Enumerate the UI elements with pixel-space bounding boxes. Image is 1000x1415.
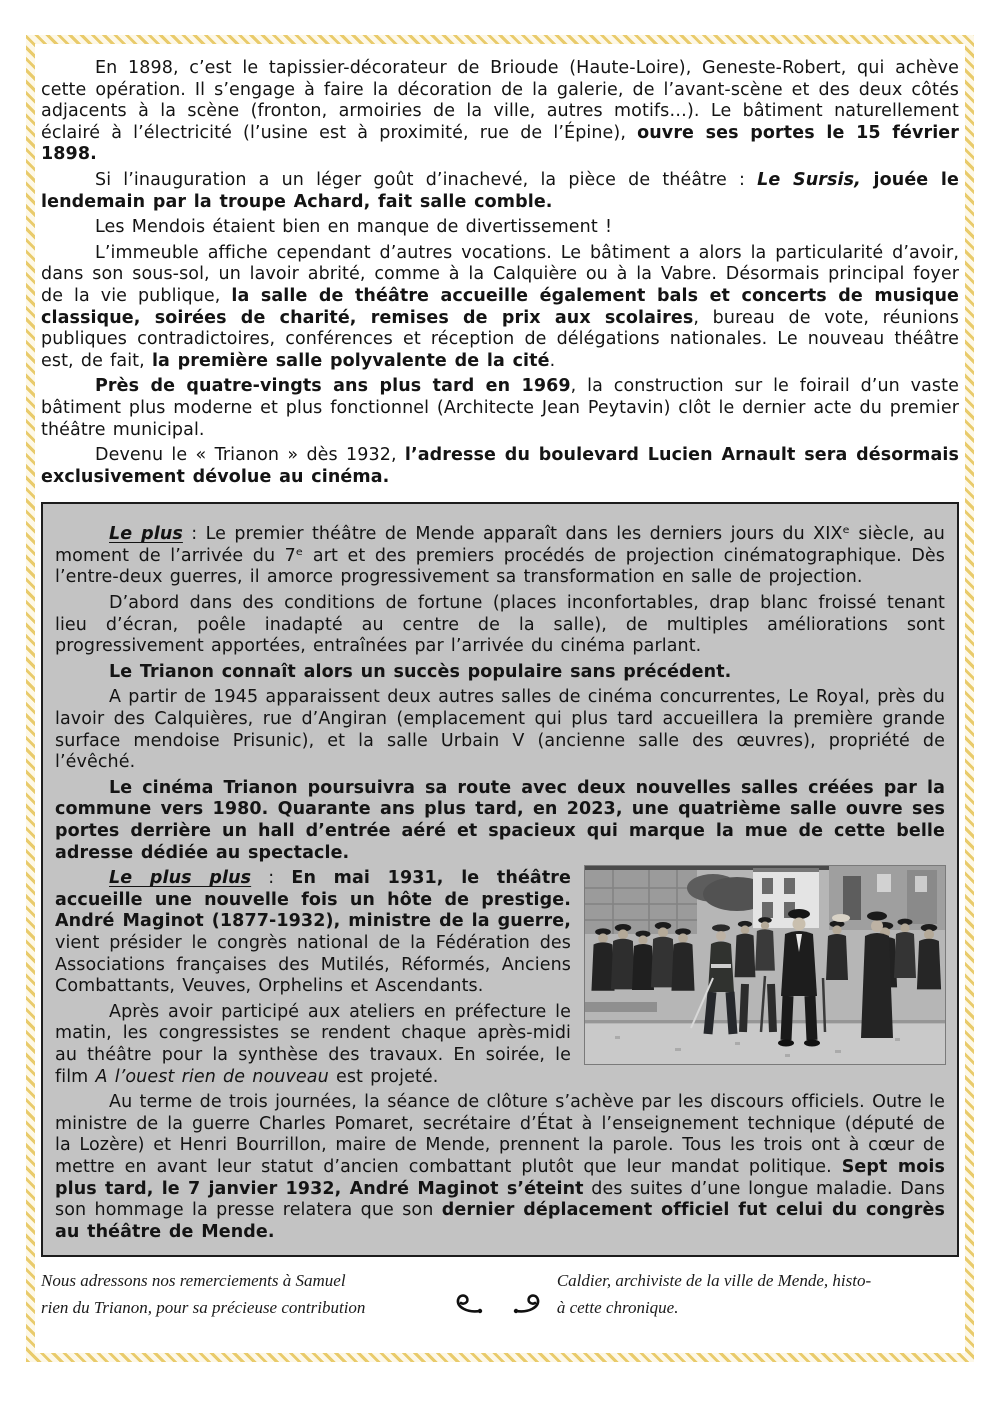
text-run: la première salle polyvalente de la cité — [151, 350, 550, 371]
paragraph — [55, 778, 945, 864]
page-content — [35, 44, 965, 1353]
paragraph — [41, 243, 959, 373]
footer-line: Nous adressons nos remerciements à Samuel — [41, 1271, 346, 1291]
fleuron-right-icon — [513, 1291, 543, 1315]
text-run: Au terme de trois journées, la séance de clôture s’achève par les discours officiels. Outre le ministre de la guerre Charles Pomaret, secrétaire d’État à l’enseignement technique (député de la Lozère) et Henri Bourrillon, maire de Mende, prennent la parole. Tous les trois ont à cœur de mettre en avant leur statut d’ancien combattant plutôt que leur mandat politique. — [55, 1092, 945, 1177]
paragraph — [41, 170, 959, 213]
text-run: est projeté. — [328, 1066, 439, 1087]
text-run: En 1898, c’est le tapissier-décorateur de Brioude (Haute-Loire), Geneste-Robert, qui achève cette opération. Il s’engage à faire la décoration de la galerie, de l’avant-scène et des deux côtés adjacents à la scène (fronton, armoiries de la ville, autres motifs…). Le bâtiment naturellement éclairé à l’électricité (l’usine est à proximité, rue de l’Épine), — [41, 58, 959, 143]
paragraph — [55, 687, 945, 773]
text-run: Près de quatre-vingts ans plus tard en 1969 — [95, 376, 571, 397]
text-run: , la construction sur le foirail d’un vaste bâtiment plus moderne et plus fonctionnel (Architecte Jean Peytavin) clôt le dernier acte du premier théâtre municipal. — [41, 376, 959, 440]
paragraph — [55, 1092, 945, 1243]
text-run: : Le premier théâtre de Mende apparaît dans les derniers jours du XIXᵉ siècle, au moment de l’arrivée du 7ᵉ art et des premiers procédés de projection cinématographique. Dès l’entre-deux guerres, il amorce progressivement sa transformation en salle de projection. — [55, 524, 945, 588]
text-run: Le Trianon connaît alors un succès populaire sans précédent. — [109, 661, 732, 682]
text-run: A partir de 1945 apparaissent deux autres salles de cinéma concurrentes, Le Royal, près du lavoir des Calquières, rue d’Angiran (emplacement qui plus tard accueillera la première grande surface mendoise Prisunic), et la salle Urbain V (ancienne salle des œuvres), propriété de l’évêché. — [55, 687, 945, 773]
sidebar-box — [41, 502, 959, 1257]
decorative-striped-border — [26, 35, 974, 1362]
text-run: Le Sursis, — [757, 169, 861, 190]
footer-left-column — [41, 1267, 443, 1321]
text-run: A l’ouest rien de nouveau — [95, 1066, 329, 1087]
text-run: Sept mois plus tard, le 7 janvier 1932, André Maginot s’éteint — [55, 1156, 946, 1199]
text-run: Si l’inauguration a un léger goût d’inachevé, la pièce de théâtre : — [95, 169, 758, 190]
text-run: L’immeuble affiche cependant d’autres vocations. Le bâtiment a alors la particularité d’avoir, dans son sous-sol, un lavoir abrité, comme à la Calquière ou à la Vabre. Désormais principal foyer de la vie publique, — [41, 242, 959, 306]
text-run: jouée le lendemain par la troupe Achard, fait salle comble. — [41, 169, 959, 212]
text-run: Le plus — [109, 524, 183, 545]
text-run: ouvre ses portes le 15 février 1898. — [41, 122, 959, 165]
text-run: , bureau de vote, réunions publiques contradictoires, conférences et réception de délégations nationales. Le nouveau théâtre est, de fait, — [41, 307, 960, 371]
paragraph — [41, 376, 959, 441]
text-run: Les Mendois étaient bien en manque de divertissement ! — [95, 217, 613, 238]
text-run: Devenu le « Trianon » dès 1932, — [95, 445, 405, 466]
text-run: vient présider le congrès national de la Fédération des Associations françaises des Mutilés, Réformés, Anciens Combattants, Veuves, Orphelins et Ascendants. — [55, 932, 571, 997]
footer-ornaments — [443, 1267, 553, 1321]
paragraph — [55, 662, 945, 684]
text-run: dernier déplacement officiel fut celui du congrès au théâtre de Mende. — [55, 1200, 945, 1242]
fleuron-left-icon — [453, 1291, 483, 1315]
text-run: D’abord dans des conditions de fortune (places inconfortables, drap blanc froissé tenant lieu d’écran, poêle inadapté au centre de la salle), de multiples améliorations sont progressivement apportées, entraînées par l’arrivée du cinéma parlant. — [55, 593, 945, 657]
footer-right-column — [553, 1267, 959, 1321]
paragraph — [41, 58, 959, 166]
text-run: des suites d’une longue maladie. Dans son hommage la presse relatera que son — [55, 1178, 946, 1221]
footer-line: Caldier, archiviste de la ville de Mende, histo- — [556, 1271, 872, 1291]
congress-photo-graphic — [585, 866, 945, 1064]
text-run: Le plus plus — [109, 868, 252, 889]
text-run: En mai 1931, le théâtre accueille une nouvelle fois un hôte de prestige. André Maginot (1877-1932), ministre de la guerre, — [55, 868, 571, 932]
intro-article — [41, 58, 959, 488]
text-run: Le cinéma Trianon poursuivra sa route avec deux nouvelles salles créées par la commune vers 1980. Quarante ans plus tard, en 2023, une quatrième salle ouvre ses portes derrière un hall d’entrée aéré et spacieux qui marque la mue de cette belle adresse dédiée au spectacle. — [55, 777, 945, 863]
footer-line: à cette chronique. — [556, 1298, 679, 1318]
paragraph — [41, 217, 959, 239]
congress-photo — [585, 866, 945, 1064]
paragraph — [41, 445, 959, 488]
paragraph — [55, 524, 945, 589]
footer-line: rien du Trianon, pour sa précieuse contribution — [41, 1298, 366, 1318]
acknowledgement-footer — [41, 1267, 959, 1321]
text-run: l’adresse du boulevard Lucien Arnault sera désormais exclusivement dévolue au cinéma. — [41, 445, 960, 487]
text-run: . — [549, 350, 556, 371]
text-run: la salle de théâtre accueille également bals et concerts de musique classique, soirées de charité, remises de prix aux scolaires — [41, 285, 959, 328]
text-run: Après avoir participé aux ateliers en préfecture le matin, les congressistes se rendent chaque après-midi au théâtre pour la synthèse des travaux. En soirée, le film — [55, 1001, 571, 1087]
paragraph — [55, 593, 945, 658]
text-run: : — [251, 868, 292, 889]
